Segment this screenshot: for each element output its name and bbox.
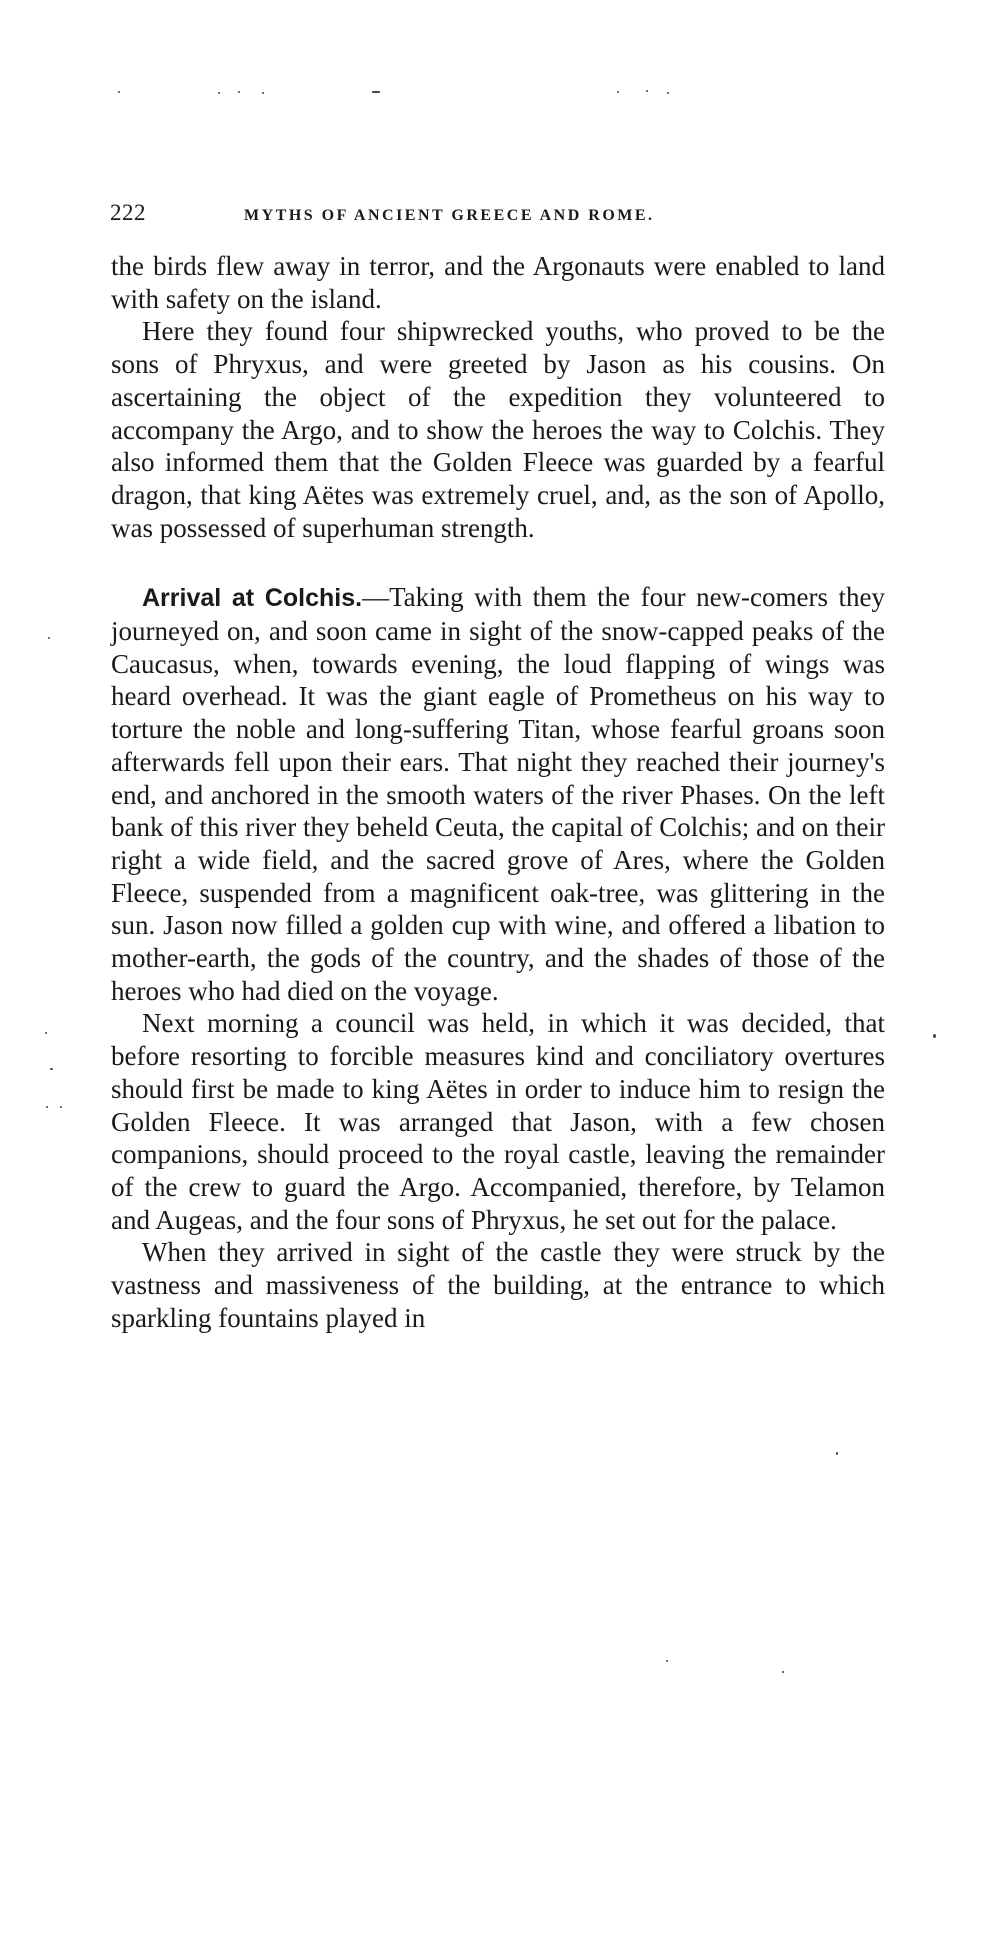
- scan-speck: [46, 1106, 48, 1108]
- scan-speck: [372, 91, 380, 93]
- scan-speck: [646, 90, 648, 92]
- scan-speck: [118, 91, 120, 93]
- scan-speck: [782, 1671, 784, 1673]
- scan-speck: [238, 91, 240, 93]
- scan-speck: [48, 637, 50, 639]
- scan-speck: [60, 1106, 62, 1108]
- paragraph-3-text: —Taking with them the four new-comers they journeyed on, and soon came in sight of the snow-capped peaks of the Caucasus, when, towards evening, the loud flapping of wings was heard overhead. It was the giant eagle of Prometheus on his way to torture the noble and long-suffering Titan, whose fearful groans soon afterwards fell upon their ears. That night they reached their journey's end, and anchored in the smooth waters of the river Phases. On the left bank of this river they beheld Ceuta, the capital of Colchis; and on their right a wide field, and the sacred grove of Ares, where the Golden Fleece, suspended from a magnificent oak-tree, was glittering in the sun. Jason now filled a golden cup with wine, and offered a libation to mother-earth, the gods of the country, and the shades of those of the heroes who had died on the voyage.: [111, 582, 885, 1006]
- scan-speck: [218, 92, 220, 94]
- paragraph-4: Next morning a council was held, in which it was decided, that before resorting to forcible measures kind and conciliatory overtures should first be made to king Aëtes in order to induce him to resign the Golden Fleece. It was arranged that Jason, with a few chosen companions, should proceed to the royal castle, leaving the remainder of the crew to guard the Argo. Accompanied, therefore, by Telamon and Augeas, and the four sons of Phryxus, he set out for the palace.: [111, 1008, 885, 1235]
- paragraph-3: [111, 581, 885, 1007]
- scan-speck: [836, 1452, 838, 1455]
- section-heading: Arrival at Colchis.: [142, 584, 363, 613]
- scan-speck: [933, 1034, 936, 1038]
- section-gap: [111, 544, 885, 581]
- paragraph-5: When they arrived in sight of the castle they were struck by the vastness and massiveness of the building, at the entrance to which sparkling fountains played in: [111, 1237, 885, 1333]
- scan-speck: [617, 91, 619, 93]
- scan-speck: [45, 1032, 47, 1034]
- page-header: [110, 200, 890, 234]
- scan-speck: [50, 1068, 53, 1070]
- body-text: [111, 250, 885, 1335]
- paragraph-2: Here they found four shipwrecked youths, who proved to be the sons of Phryxus, and were greeted by Jason as his cousins. On ascertaining the object of the expedition they volunteered to accompany the Argo, and to show the heroes the way to Colchis. They also informed them that the Golden Fleece was guarded by a fearful dragon, that king Aëtes was extremely cruel, and, as the son of Apollo, was possessed of superhuman strength.: [111, 316, 885, 543]
- paragraph-1: the birds flew away in terror, and the Argonauts were enabled to land with safety on the island.: [111, 251, 885, 314]
- scan-speck: [262, 92, 264, 94]
- page-number: 222: [110, 200, 146, 225]
- scan-speck: [667, 92, 669, 94]
- scan-speck: [666, 1660, 668, 1662]
- running-title: MYTHS OF ANCIENT GREECE AND ROME.: [244, 207, 655, 224]
